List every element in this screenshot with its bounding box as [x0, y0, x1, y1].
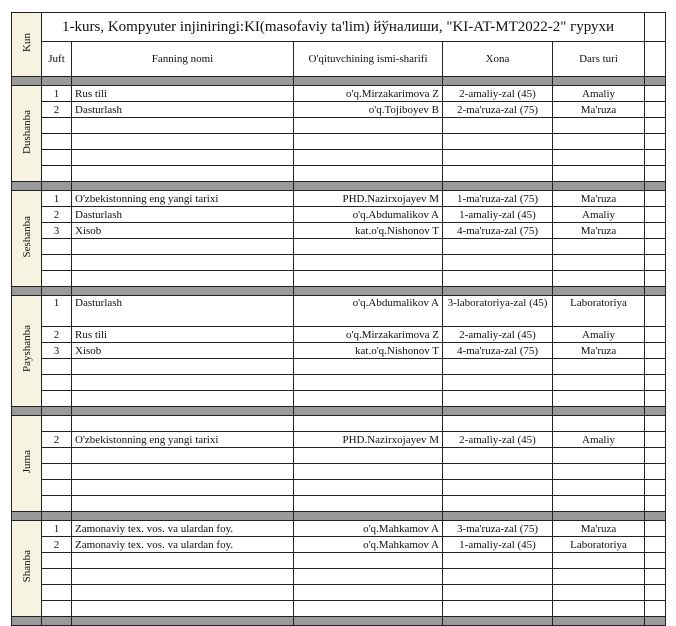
- oqituvchi-cell: [294, 553, 443, 569]
- juft-cell: 1: [42, 86, 72, 102]
- row-spacer: [645, 585, 666, 601]
- dars-turi-cell: Laboratoriya: [553, 296, 645, 327]
- dars-turi-cell: Amaliy: [553, 207, 645, 223]
- table-row: [12, 448, 666, 464]
- row-spacer: [645, 480, 666, 496]
- dars-turi-cell: [553, 150, 645, 166]
- separator-cell: [294, 182, 443, 191]
- separator-cell: [645, 617, 666, 626]
- fan-cell: [72, 585, 294, 601]
- separator-cell: [294, 617, 443, 626]
- oqituvchi-cell: o'q.Tojiboyev B: [294, 102, 443, 118]
- fan-cell: [72, 391, 294, 407]
- juft-cell: 2: [42, 537, 72, 553]
- xona-cell: [443, 480, 553, 496]
- xona-cell: [443, 150, 553, 166]
- juft-cell: 1: [42, 296, 72, 327]
- separator-cell: [645, 287, 666, 296]
- table-row: [12, 416, 666, 432]
- separator-cell: [294, 512, 443, 521]
- fan-cell: [72, 601, 294, 617]
- xona-header: Xona: [443, 42, 553, 77]
- dars-turi-cell: [553, 118, 645, 134]
- oqituvchi-cell: [294, 464, 443, 480]
- row-spacer: [645, 343, 666, 359]
- oqituvchi-cell: [294, 585, 443, 601]
- xona-cell: [443, 255, 553, 271]
- kun-header-label: Kun: [20, 33, 33, 52]
- row-spacer: [645, 134, 666, 150]
- oqituvchi-cell: [294, 480, 443, 496]
- table-row: [12, 375, 666, 391]
- dars-turi-cell: Ma'ruza: [553, 102, 645, 118]
- row-spacer: [645, 102, 666, 118]
- row-spacer: [645, 150, 666, 166]
- table-row: [12, 86, 666, 102]
- fan-cell: O'zbekistonning eng yangi tarixi: [72, 432, 294, 448]
- xona-cell: [443, 271, 553, 287]
- dars-turi-cell: [553, 601, 645, 617]
- dars-turi-cell: [553, 375, 645, 391]
- table-row: [12, 391, 666, 407]
- fan-cell: Xisob: [72, 343, 294, 359]
- xona-cell: [443, 448, 553, 464]
- row-spacer: [645, 255, 666, 271]
- separator-cell: [42, 617, 72, 626]
- header-spacer: [645, 42, 666, 77]
- juft-cell: [42, 464, 72, 480]
- table-row: [12, 521, 666, 537]
- oqituvchi-cell: [294, 166, 443, 182]
- dars-turi-cell: [553, 553, 645, 569]
- oqituvchi-cell: o'q.Mirzakarimova Z: [294, 86, 443, 102]
- table-row: [12, 464, 666, 480]
- row-spacer: [645, 521, 666, 537]
- separator-cell: [12, 407, 42, 416]
- separator-cell: [553, 512, 645, 521]
- day-name: Juma: [20, 449, 33, 474]
- fan-cell: Rus tili: [72, 327, 294, 343]
- fan-cell: Dasturlash: [72, 207, 294, 223]
- schedule-table: [11, 12, 666, 626]
- xona-cell: [443, 585, 553, 601]
- oqituvchi-cell: [294, 569, 443, 585]
- xona-cell: 1-ma'ruza-zal (75): [443, 191, 553, 207]
- separator-cell: [645, 77, 666, 86]
- juft-cell: 2: [42, 327, 72, 343]
- xona-cell: 2-amaliy-zal (45): [443, 327, 553, 343]
- oqituvchi-header: O'qituvchining ismi-sharifi: [294, 42, 443, 77]
- separator-cell: [553, 287, 645, 296]
- fan-cell: Xisob: [72, 223, 294, 239]
- row-spacer: [645, 86, 666, 102]
- dars-turi-cell: [553, 359, 645, 375]
- juft-cell: 2: [42, 207, 72, 223]
- juft-cell: 2: [42, 102, 72, 118]
- juft-cell: [42, 553, 72, 569]
- oqituvchi-cell: [294, 118, 443, 134]
- table-row: [12, 166, 666, 182]
- xona-cell: [443, 118, 553, 134]
- day-name-cell: [12, 416, 42, 512]
- juft-cell: [42, 416, 72, 432]
- separator-cell: [72, 287, 294, 296]
- xona-cell: [443, 359, 553, 375]
- row-spacer: [645, 166, 666, 182]
- xona-cell: [443, 239, 553, 255]
- fan-cell: O'zbekistonning eng yangi tarixi: [72, 191, 294, 207]
- separator-cell: [72, 617, 294, 626]
- juft-cell: [42, 496, 72, 512]
- row-spacer: [645, 191, 666, 207]
- row-spacer: [645, 207, 666, 223]
- separator-cell: [645, 512, 666, 521]
- separator-cell: [645, 182, 666, 191]
- oqituvchi-cell: [294, 239, 443, 255]
- dars-turi-cell: [553, 391, 645, 407]
- dars-turi-cell: Laboratoriya: [553, 537, 645, 553]
- dars-turi-cell: [553, 569, 645, 585]
- xona-cell: [443, 464, 553, 480]
- dars-turi-cell: Amaliy: [553, 86, 645, 102]
- row-spacer: [645, 432, 666, 448]
- separator-cell: [443, 287, 553, 296]
- xona-cell: [443, 569, 553, 585]
- dars-turi-cell: Ma'ruza: [553, 223, 645, 239]
- dars-turi-cell: [553, 271, 645, 287]
- xona-cell: [443, 601, 553, 617]
- row-spacer: [645, 448, 666, 464]
- table-row: [12, 150, 666, 166]
- xona-cell: 2-amaliy-zal (45): [443, 432, 553, 448]
- fan-cell: [72, 359, 294, 375]
- row-spacer: [645, 239, 666, 255]
- fan-cell: [72, 496, 294, 512]
- table-row: [12, 432, 666, 448]
- xona-cell: 2-ma'ruza-zal (75): [443, 102, 553, 118]
- separator-cell: [443, 182, 553, 191]
- dars-turi-cell: [553, 134, 645, 150]
- oqituvchi-cell: o'q.Mahkamov A: [294, 521, 443, 537]
- separator-cell: [443, 77, 553, 86]
- day-name-cell: [12, 191, 42, 287]
- separator-cell: [294, 77, 443, 86]
- row-spacer: [645, 375, 666, 391]
- dars-turi-cell: Amaliy: [553, 327, 645, 343]
- row-spacer: [645, 296, 666, 327]
- separator-cell: [72, 182, 294, 191]
- juft-cell: 1: [42, 191, 72, 207]
- xona-cell: 1-amaliy-zal (45): [443, 537, 553, 553]
- schedule-body: [12, 13, 666, 626]
- fan-cell: [72, 569, 294, 585]
- dars-turi-cell: [553, 585, 645, 601]
- oqituvchi-cell: [294, 391, 443, 407]
- juft-cell: [42, 239, 72, 255]
- oqituvchi-cell: o'q.Abdumalikov A: [294, 296, 443, 327]
- fan-cell: [72, 118, 294, 134]
- day-name-cell: [12, 521, 42, 617]
- schedule-title: 1-kurs, Kompyuter injiniringi:KI(masofaviy ta'lim) йўналиши, "KI-AT-MT2022-2" гурухи: [42, 13, 645, 42]
- fan-cell: Zamonaviy tex. vos. va ulardan foy.: [72, 537, 294, 553]
- xona-cell: 3-ma'ruza-zal (75): [443, 521, 553, 537]
- table-row: [12, 569, 666, 585]
- table-row: [12, 207, 666, 223]
- separator-cell: [12, 77, 42, 86]
- xona-cell: [443, 134, 553, 150]
- table-row: [12, 255, 666, 271]
- oqituvchi-cell: [294, 134, 443, 150]
- fan-cell: [72, 480, 294, 496]
- fan-cell: [72, 239, 294, 255]
- oqituvchi-cell: [294, 150, 443, 166]
- xona-cell: [443, 553, 553, 569]
- fan-cell: Rus tili: [72, 86, 294, 102]
- fan-cell: [72, 464, 294, 480]
- row-spacer: [645, 223, 666, 239]
- row-spacer: [645, 496, 666, 512]
- fan-cell: [72, 448, 294, 464]
- separator-cell: [12, 512, 42, 521]
- dars-turi-header: Dars turi: [553, 42, 645, 77]
- fan-cell: [72, 166, 294, 182]
- table-row: [12, 496, 666, 512]
- fan-cell: [72, 134, 294, 150]
- table-row: [12, 296, 666, 327]
- dars-turi-cell: [553, 464, 645, 480]
- row-spacer: [645, 601, 666, 617]
- fan-cell: [72, 553, 294, 569]
- separator-cell: [443, 512, 553, 521]
- juft-cell: [42, 166, 72, 182]
- table-row: [12, 553, 666, 569]
- xona-cell: [443, 391, 553, 407]
- table-row: [12, 191, 666, 207]
- fan-cell: Dasturlash: [72, 296, 294, 327]
- day-separator: [12, 512, 666, 521]
- separator-cell: [553, 182, 645, 191]
- table-row: [12, 359, 666, 375]
- separator-cell: [72, 407, 294, 416]
- dars-turi-cell: Ma'ruza: [553, 343, 645, 359]
- xona-cell: 2-amaliy-zal (45): [443, 86, 553, 102]
- dars-turi-cell: [553, 255, 645, 271]
- table-row: [12, 327, 666, 343]
- oqituvchi-cell: PHD.Nazirxojayev M: [294, 432, 443, 448]
- xona-cell: 3-laboratoriya-zal (45): [443, 296, 553, 327]
- juft-cell: [42, 585, 72, 601]
- day-name-cell: [12, 86, 42, 182]
- day-name: Seshanba: [20, 215, 33, 258]
- juft-cell: 2: [42, 432, 72, 448]
- day-separator: [12, 77, 666, 86]
- day-name: Shanba: [20, 550, 33, 583]
- row-spacer: [645, 118, 666, 134]
- xona-cell: 4-ma'ruza-zal (75): [443, 223, 553, 239]
- juft-cell: [42, 569, 72, 585]
- fan-cell: Dasturlash: [72, 102, 294, 118]
- xona-cell: 1-amaliy-zal (45): [443, 207, 553, 223]
- dars-turi-cell: [553, 448, 645, 464]
- oqituvchi-cell: kat.o'q.Nishonov T: [294, 343, 443, 359]
- row-spacer: [645, 537, 666, 553]
- separator-cell: [12, 617, 42, 626]
- dars-turi-cell: Amaliy: [553, 432, 645, 448]
- separator-cell: [42, 287, 72, 296]
- day-separator: [12, 617, 666, 626]
- juft-cell: 1: [42, 521, 72, 537]
- dars-turi-cell: [553, 496, 645, 512]
- dars-turi-cell: Ma'ruza: [553, 191, 645, 207]
- juft-cell: [42, 359, 72, 375]
- oqituvchi-cell: kat.o'q.Nishonov T: [294, 223, 443, 239]
- dars-turi-cell: [553, 480, 645, 496]
- page-edge-line: [665, 12, 666, 585]
- row-spacer: [645, 416, 666, 432]
- oqituvchi-cell: o'q.Mahkamov A: [294, 537, 443, 553]
- separator-cell: [443, 617, 553, 626]
- table-row: [12, 585, 666, 601]
- dars-turi-cell: [553, 239, 645, 255]
- table-row: [12, 102, 666, 118]
- oqituvchi-cell: o'q.Abdumalikov A: [294, 207, 443, 223]
- separator-cell: [72, 512, 294, 521]
- dars-turi-cell: Ma'ruza: [553, 521, 645, 537]
- juft-cell: [42, 391, 72, 407]
- table-row: [12, 480, 666, 496]
- table-row: [12, 271, 666, 287]
- juft-cell: [42, 118, 72, 134]
- separator-cell: [443, 407, 553, 416]
- xona-cell: [443, 416, 553, 432]
- separator-cell: [553, 617, 645, 626]
- separator-cell: [553, 77, 645, 86]
- fan-cell: [72, 271, 294, 287]
- table-row: [12, 239, 666, 255]
- xona-cell: [443, 496, 553, 512]
- dars-turi-cell: [553, 416, 645, 432]
- table-row: [12, 343, 666, 359]
- fan-cell: [72, 255, 294, 271]
- juft-cell: [42, 255, 72, 271]
- juft-cell: [42, 271, 72, 287]
- oqituvchi-cell: [294, 416, 443, 432]
- separator-cell: [645, 407, 666, 416]
- day-name: Payshanba: [20, 325, 33, 373]
- juft-cell: [42, 601, 72, 617]
- juft-header: Juft: [42, 42, 72, 77]
- oqituvchi-cell: [294, 359, 443, 375]
- schedule-sheet: [11, 12, 666, 626]
- day-name: Dushanba: [20, 109, 33, 154]
- day-separator: [12, 407, 666, 416]
- oqituvchi-cell: [294, 255, 443, 271]
- juft-cell: 3: [42, 343, 72, 359]
- separator-cell: [42, 512, 72, 521]
- row-spacer: [645, 553, 666, 569]
- row-spacer: [645, 464, 666, 480]
- table-row: [12, 134, 666, 150]
- day-name-cell: [12, 296, 42, 407]
- table-row: [12, 118, 666, 134]
- row-spacer: [645, 391, 666, 407]
- separator-cell: [294, 407, 443, 416]
- table-row: [12, 601, 666, 617]
- fan-cell: [72, 375, 294, 391]
- oqituvchi-cell: [294, 496, 443, 512]
- juft-cell: [42, 480, 72, 496]
- xona-cell: [443, 166, 553, 182]
- title-spacer: [645, 13, 666, 42]
- separator-cell: [12, 182, 42, 191]
- row-spacer: [645, 327, 666, 343]
- day-separator: [12, 182, 666, 191]
- juft-cell: [42, 375, 72, 391]
- separator-cell: [72, 77, 294, 86]
- xona-cell: [443, 375, 553, 391]
- fan-header: Fanning nomi: [72, 42, 294, 77]
- juft-cell: 3: [42, 223, 72, 239]
- day-separator: [12, 287, 666, 296]
- oqituvchi-cell: o'q.Mirzakarimova Z: [294, 327, 443, 343]
- juft-cell: [42, 150, 72, 166]
- oqituvchi-cell: [294, 271, 443, 287]
- row-spacer: [645, 271, 666, 287]
- kun-header: [12, 13, 42, 77]
- table-row: [12, 223, 666, 239]
- separator-cell: [12, 287, 42, 296]
- separator-cell: [42, 407, 72, 416]
- separator-cell: [294, 287, 443, 296]
- table-row: [12, 537, 666, 553]
- oqituvchi-cell: PHD.Nazirxojayev M: [294, 191, 443, 207]
- fan-cell: [72, 150, 294, 166]
- separator-cell: [42, 182, 72, 191]
- separator-cell: [42, 77, 72, 86]
- fan-cell: [72, 416, 294, 432]
- row-spacer: [645, 569, 666, 585]
- oqituvchi-cell: [294, 601, 443, 617]
- dars-turi-cell: [553, 166, 645, 182]
- juft-cell: [42, 134, 72, 150]
- oqituvchi-cell: [294, 448, 443, 464]
- separator-cell: [553, 407, 645, 416]
- xona-cell: 4-ma'ruza-zal (75): [443, 343, 553, 359]
- juft-cell: [42, 448, 72, 464]
- oqituvchi-cell: [294, 375, 443, 391]
- fan-cell: Zamonaviy tex. vos. va ulardan foy.: [72, 521, 294, 537]
- row-spacer: [645, 359, 666, 375]
